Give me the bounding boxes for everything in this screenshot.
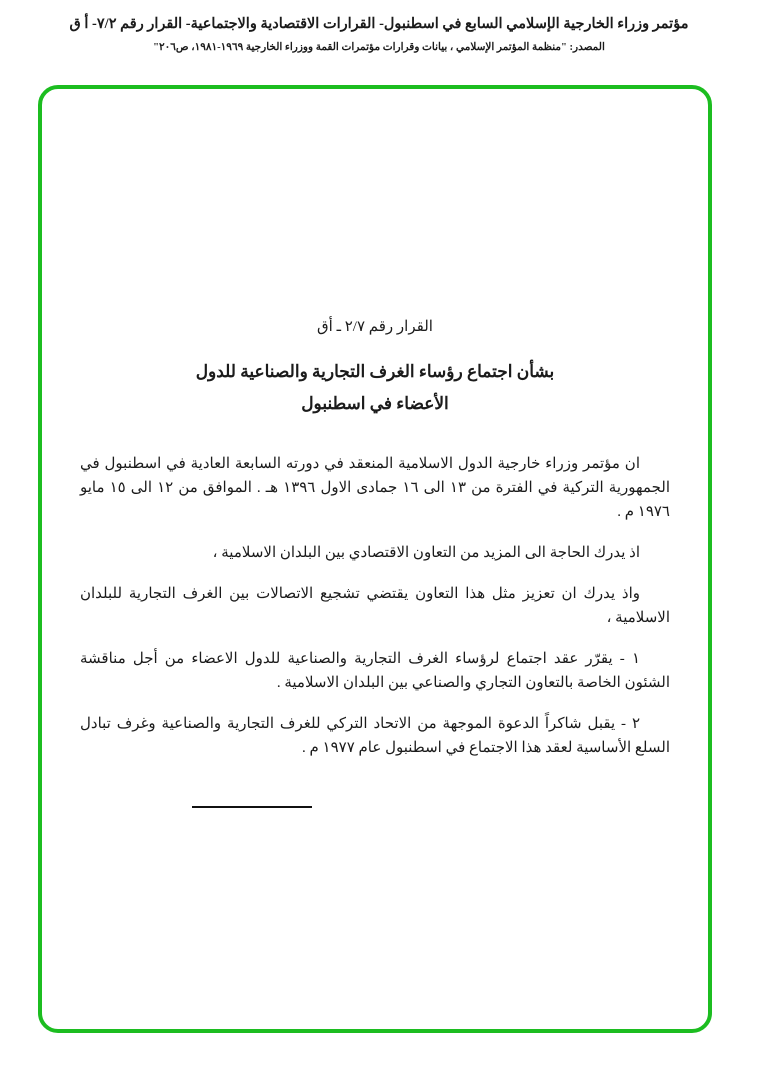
document-content [42,89,708,808]
header-title-line: مؤتمر وزراء الخارجية الإسلامي السابع في اسطنبول- القرارات الاقتصادية والاجتماعية- القرار رقم ٧/٢- أ ق [69,16,689,32]
resolution-subject-line1: بشأن اجتماع رؤساء الغرف التجارية والصناعية للدول [195,362,555,381]
paragraph-recital-2: واذ يدرك ان تعزيز مثل هذا التعاون يقتضي تشجيع الاتصالات بين الغرف التجارية للبلدان الاسلامية ، [80,586,670,626]
resolution-number: القرار رقم ٢/٧ ـ أق [317,319,433,335]
resolution-subject [80,356,670,420]
document-frame [38,85,712,1033]
paragraph-operative-2: ٢ - يقبل شاكراً الدعوة الموجهة من الاتحاد التركي للغرف التجارية والصناعية وغرف تبادل السلع الأساسية لعقد هذا الاجتماع في اسطنبول عام ١٩٧٧ م . [80,716,670,756]
paragraph-recital-1: اذ يدرك الحاجة الى المزيد من التعاون الاقتصادي بين البلدان الاسلامية ، [212,545,640,561]
page-header [0,0,758,53]
signature-rule [192,806,312,808]
header-source-line: المصدر: "منظمة المؤتمر الإسلامي ، بيانات وقرارات مؤتمرات القمة ووزراء الخارجية ١٩٦٩-١٩٨١، ص٢٠٦" [153,42,605,53]
resolution-subject-line2: الأعضاء في اسطنبول [301,394,449,413]
paragraph-preamble: ان مؤتمر وزراء خارجية الدول الاسلامية المنعقد في دورته السابعة العادية في اسطنبول في الجمهورية التركية في الفترة من ١٣ الى ١٦ جمادى الاول ١٣٩٦ هـ . الموافق من ١٢ الى ١٥ مايو ١٩٧٦ م . [80,456,670,520]
paragraph-operative-1: ١ - يقرّر عقد اجتماع لرؤساء الغرف التجارية والصناعية للدول الاعضاء من أجل مناقشة الشئون الخاصة بالتعاون التجاري والصناعي بين البلدان الاسلامية . [80,651,670,691]
